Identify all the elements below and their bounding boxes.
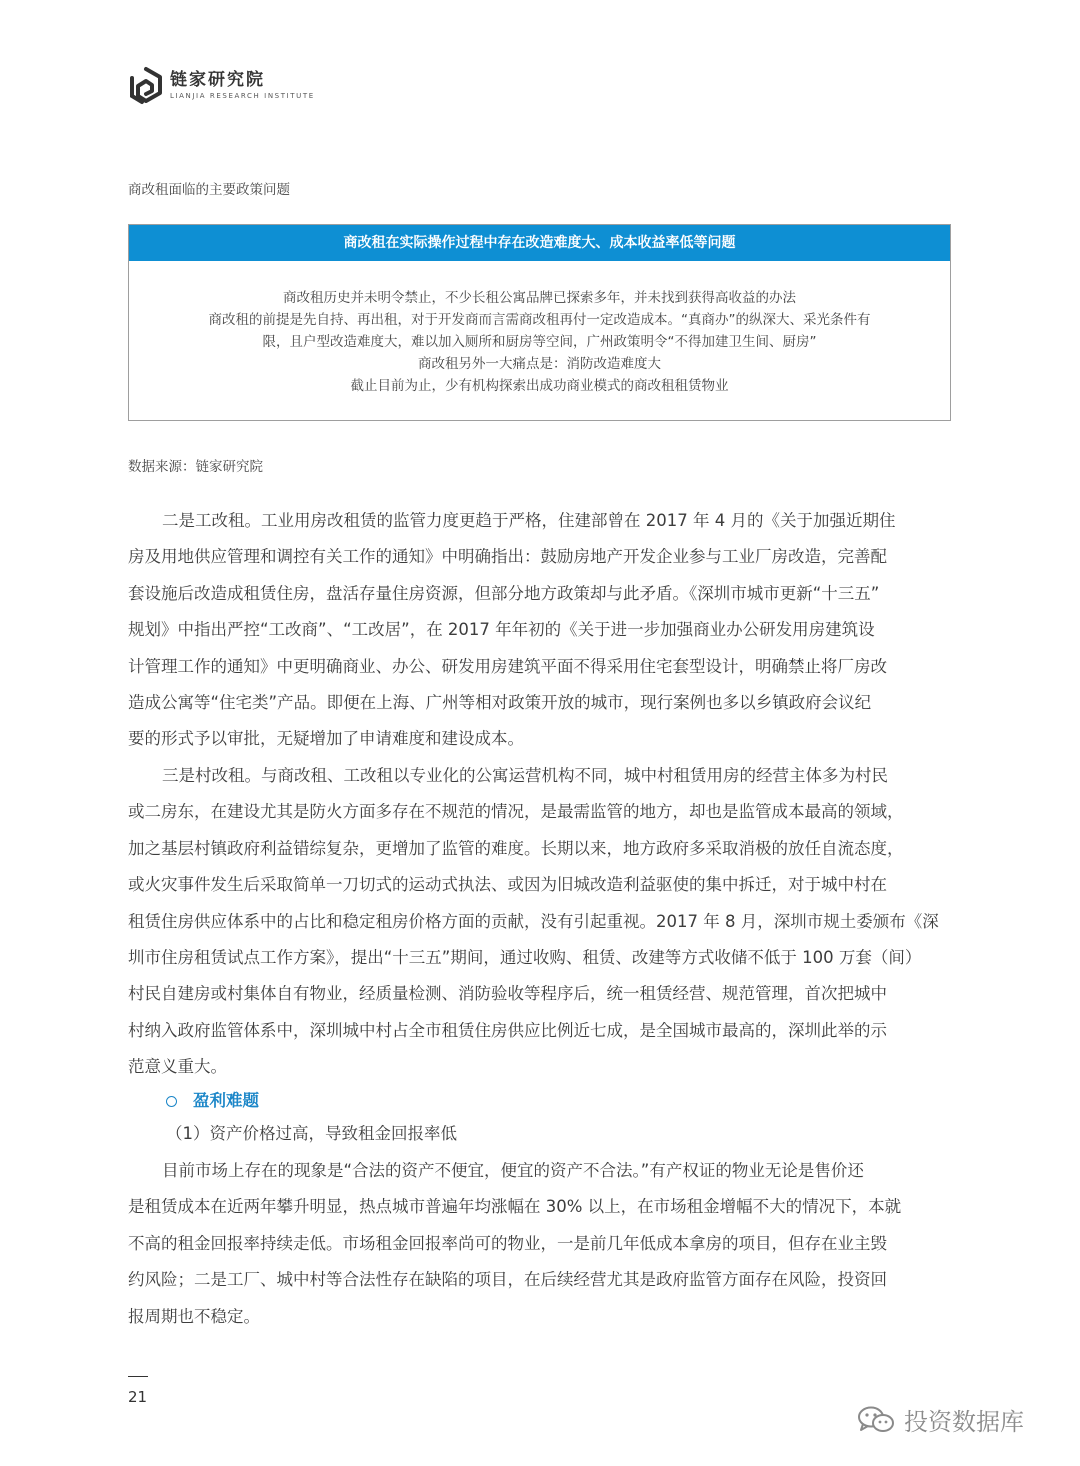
text-line: 造成公寓等“住宅类”产品。即便在上海、广州等相对政策开放的城市，现行案例也多以乡镇政府会议纪 — [128, 692, 872, 712]
wechat-icon — [856, 1405, 896, 1435]
text-line: 圳市住房租赁试点工作方案》，提出“十三五”期间，通过收购、租赁、改建等方式收储不低于 100 万套（间） — [128, 947, 922, 967]
circle-bullet-icon — [166, 1096, 177, 1107]
page-number: 21 — [128, 1388, 148, 1406]
text-line: 套设施后改造成租赁住房，盘活存量住房资源，但部分地方政策却与此矛盾。《深圳市城市更新“十三五” — [128, 583, 880, 603]
paragraph-industrial — [128, 503, 951, 758]
logo-name: 链家研究院 — [170, 70, 265, 90]
section-subheading — [166, 1088, 259, 1114]
text-line: 范意义重大。 — [128, 1057, 227, 1077]
text-line: 要的形式予以审批，无疑增加了申请难度和建设成本。 — [128, 729, 524, 749]
text-line: 三是村改租。与商改租、工改租以专业化的公寓运营机构不同，城中村租赁用房的经营主体多为村民 — [162, 766, 888, 785]
paragraph-profit — [128, 1153, 951, 1335]
table-line: 限，且户型改造难度大，难以加入厕所和厨房等空间，广州政策明令“不得加建卫生间、厨房” — [262, 334, 817, 350]
text-line: 报周期也不稳定。 — [128, 1306, 260, 1326]
logo-subtitle: LIANJIA RESEARCH INSTITUTE — [170, 92, 315, 100]
text-line: 是租赁成本在近两年攀升明显，热点城市普遍年均涨幅在 30% 以上，在市场租金增幅不大的情况下，本就 — [128, 1197, 902, 1217]
footer-divider — [128, 1376, 148, 1377]
watermark — [856, 1402, 1024, 1437]
text-line: 租赁住房供应体系中的占比和稳定租房价格方面的贡献，没有引起重视。2017 年 8 月，深圳市规土委颁布《深 — [128, 911, 939, 931]
text-line: 房及用地供应管理和调控有关工作的通知》中明确指出：鼓励房地产开发企业参与工业厂房改造，完善配 — [128, 547, 887, 567]
table-header: 商改租在实际操作过程中存在改造难度大、成本收益率低等问题 — [129, 225, 950, 261]
logo — [128, 66, 315, 106]
text-line: 二是工改租。工业用房改租赁的监管力度更趋于严格，住建部曾在 2017 年 4 月的《关于加强近期住 — [162, 511, 896, 530]
text-line: 计管理工作的通知》中更明确商业、办公、研发用房建筑平面不得采用住宅套型设计，明确禁止将厂房改 — [128, 656, 887, 676]
text-line: 规划》中指出严控“工改商”、“工改居”，在 2017 年年初的《关于进一步加强商业办公研发用房建筑设 — [128, 620, 875, 640]
text-line: 约风险；二是工厂、城中村等合法性存在缺陷的项目，在后续经营尤其是政府监管方面存在风险，投资回 — [128, 1270, 887, 1290]
table-body — [129, 261, 950, 397]
policy-issues-table — [128, 224, 951, 421]
list-item-heading: （1）资产价格过高，导致租金回报率低 — [166, 1124, 457, 1143]
watermark-text: 投资数据库 — [904, 1408, 1024, 1436]
text-line: 目前市场上存在的现象是“合法的资产不便宜，便宜的资产不合法。”有产权证的物业无论是售价还 — [162, 1161, 864, 1180]
subheading-text: 盈利难题 — [193, 1091, 259, 1110]
text-line: 或二房东，在建设尤其是防火方面多存在不规范的情况，是最需监管的地方，却也是监管成本最高的领域， — [128, 802, 904, 822]
table-line: 商改租历史并未明令禁止，不少长租公寓品牌已探索多年，并未找到获得高收益的办法 — [283, 290, 796, 306]
lianjia-logo-icon — [128, 66, 164, 106]
data-source: 数据来源：链家研究院 — [128, 459, 263, 475]
paragraph-village — [128, 758, 951, 1086]
text-line: 不高的租金回报率持续走低。市场租金回报率尚可的物业，一是前几年低成本拿房的项目，但存在业主毁 — [128, 1233, 887, 1253]
table-line: 商改租的前提是先自持、再出租，对于开发商而言需商改租再付一定改造成本。“真商办”的纵深大、采光条件有 — [208, 312, 871, 328]
text-line: 或火灾事件发生后采取简单一刀切式的运动式执法、或因为旧城改造利益驱使的集中拆迁，对于城中村在 — [128, 875, 887, 895]
text-line: 村民自建房或村集体自有物业，经质量检测、消防验收等程序后，统一租赁经营、规范管理，首次把城中 — [128, 984, 887, 1004]
figure-caption: 商改租面临的主要政策问题 — [128, 182, 290, 198]
table-line: 商改租另外一大痛点是：消防改造难度大 — [418, 356, 661, 372]
text-line: 加之基层村镇政府利益错综复杂，更增加了监管的难度。长期以来，地方政府多采取消极的放任自流态度， — [128, 838, 904, 858]
text-line: 村纳入政府监管体系中，深圳城中村占全市租赁住房供应比例近七成，是全国城市最高的，深圳此举的示 — [128, 1020, 887, 1040]
table-line: 截止目前为止，少有机构探索出成功商业模式的商改租租赁物业 — [350, 378, 729, 394]
